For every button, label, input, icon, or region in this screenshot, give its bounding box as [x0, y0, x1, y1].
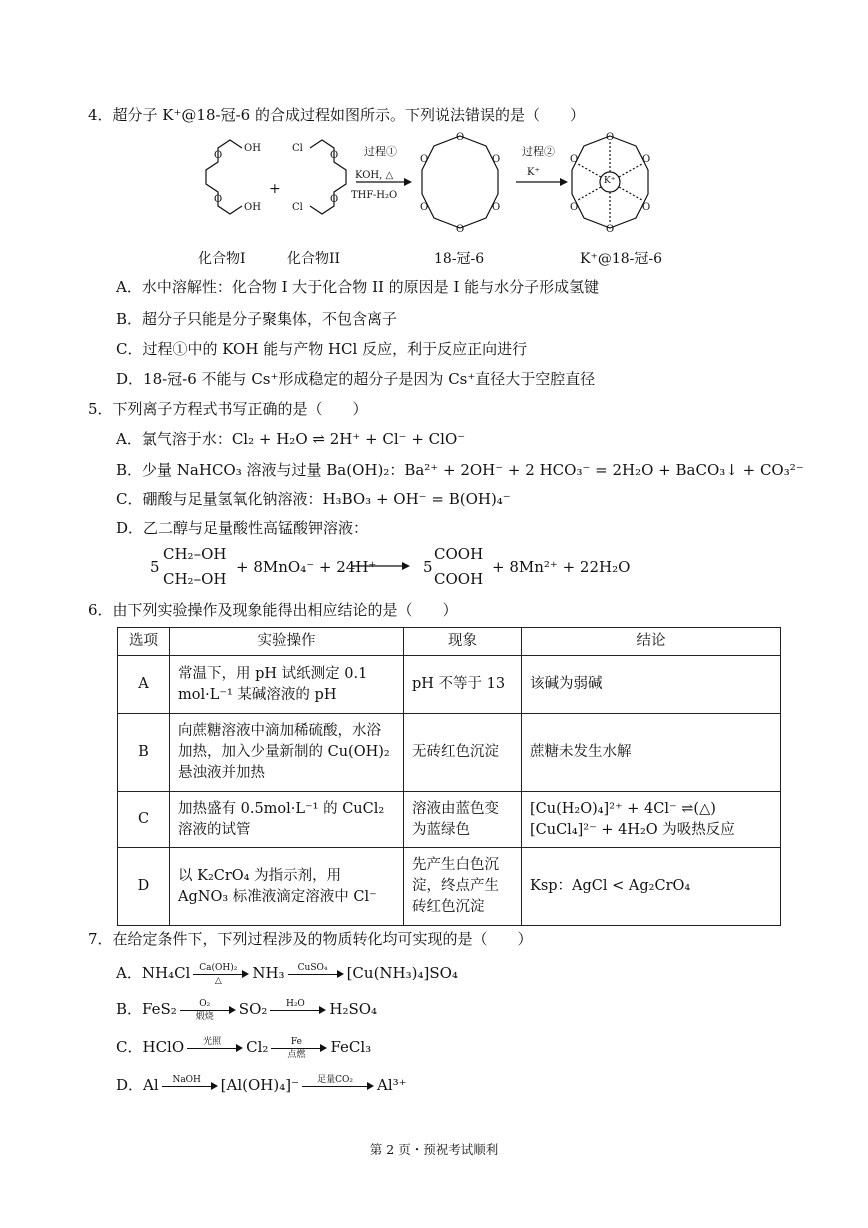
table-cell: 溶液由蓝色变为蓝绿色 — [404, 792, 522, 848]
table-cell: 先产生白色沉淀，终点产生砖红色沉淀 — [404, 848, 522, 926]
table-header-cell: 现象 — [404, 628, 522, 656]
q7-option-c: C．HClO 光照 Cl₂ Fe 点燃 FeCl₃ — [116, 1037, 372, 1060]
q7-option-d: D．Al NaOH [Al(OH)₄]⁻ 足量CO₂ Al³⁺ — [116, 1075, 407, 1094]
svg-text:O: O — [456, 132, 465, 143]
table-cell: B — [118, 714, 170, 792]
process1-condition-bottom: THF-H₂O — [351, 190, 398, 201]
table-row — [118, 656, 781, 714]
process1-label: 过程① — [364, 145, 397, 158]
table-cell: [Cu(H₂O)₄]²⁺ + 4Cl⁻ ⇌(△) [CuCl₄]²⁻ + 4H₂O 为吸热反应 — [522, 792, 781, 848]
table-row — [118, 792, 781, 848]
q4-option-b: B．超分子只能是分子聚集体，不包含离子 — [116, 310, 398, 328]
svg-text:O: O — [420, 154, 429, 165]
conversion-arrow: Fe 点燃 — [271, 1039, 327, 1057]
q5-option-c: C．硼酸与足量氢氧化钠溶液：H₃BO₃ + OH⁻ = B(OH)₄⁻ — [116, 490, 511, 508]
conversion-arrow: H₂O — [270, 1001, 326, 1019]
table-row — [118, 848, 781, 926]
table-cell: 无砖红色沉淀 — [404, 714, 522, 792]
table-header-cell: 实验操作 — [170, 628, 404, 656]
svg-text:O: O — [606, 132, 615, 143]
svg-text:O: O — [642, 154, 651, 165]
q4-option-d: D．18-冠-6 不能与 Cs⁺形成稳定的超分子是因为 Cs⁺直径大于空腔直径 — [116, 370, 596, 388]
table-cell: 加热盛有 0.5mol·L⁻¹ 的 CuCl₂ 溶液的试管 — [170, 792, 404, 848]
table-cell: 常温下，用 pH 试纸测定 0.1 mol·L⁻¹ 某碱溶液的 pH — [170, 656, 404, 714]
svg-text:O: O — [330, 194, 339, 205]
table-cell: 该碱为弱碱 — [522, 656, 781, 714]
table-row — [118, 714, 781, 792]
q6-experiment-table — [117, 627, 781, 926]
table-cell: pH 不等于 13 — [404, 656, 522, 714]
table-cell: 向蔗糖溶液中滴加稀硫酸，水浴加热，加入少量新制的 Cu(OH)₂ 悬浊液并加热 — [170, 714, 404, 792]
crown-label: 18-冠-6 — [434, 251, 485, 267]
svg-text:OH: OH — [244, 202, 261, 213]
table-cell: 蔗糖未发生水解 — [522, 714, 781, 792]
q5-option-b: B．少量 NaHCO₃ 溶液与过量 Ba(OH)₂：Ba²⁺ + 2OH⁻ + 2 HCO₃⁻ = 2H₂O + BaCO₃↓ + CO₃²⁻ — [116, 461, 804, 479]
conversion-arrow: CuSO₄ — [288, 965, 344, 983]
svg-text:O: O — [492, 202, 501, 213]
table-cell: 以 K₂CrO₄ 为指示剂，用 AgNO₃ 标准液滴定溶液中 Cl⁻ — [170, 848, 404, 926]
svg-text:O: O — [606, 224, 615, 235]
table-cell: A — [118, 656, 170, 714]
process1-condition-top: KOH, △ — [355, 170, 394, 181]
table-header-row — [118, 628, 781, 656]
q7-option-b: B．FeS₂ O₂ 煅烧 SO₂ H₂O H₂SO₄ — [116, 999, 378, 1022]
q5-stem: 5．下列离子方程式书写正确的是（ ） — [88, 400, 368, 418]
page-footer: 第 2 页・预祝考试顺利 — [369, 1142, 499, 1157]
svg-text:O: O — [492, 154, 501, 165]
svg-text:OH: OH — [244, 143, 261, 154]
compound2-label: 化合物II — [287, 251, 341, 267]
q5-option-d: D．乙二醇与足量酸性高锰酸钾溶液： — [116, 519, 369, 537]
table-cell: D — [118, 848, 170, 926]
conversion-arrow: 光照 — [187, 1039, 243, 1057]
q4-option-a: A．水中溶解性：化合物 I 大于化合物 II 的原因是 I 能与水分子形成氢键 — [116, 278, 600, 296]
q7-stem: 7．在给定条件下，下列过程涉及的物质转化均可实现的是（ ） — [88, 930, 533, 948]
reaction-arrow — [352, 560, 412, 572]
svg-text:O: O — [570, 202, 579, 213]
complex-label: K⁺@18-冠-6 — [580, 251, 663, 267]
table-header-cell: 选项 — [118, 628, 170, 656]
svg-text:O: O — [420, 202, 429, 213]
q5-option-a: A．氯气溶于水：Cl₂ + H₂O ⇌ 2H⁺ + Cl⁻ + ClO⁻ — [116, 430, 466, 448]
q7-option-a: A．NH₄Cl Ca(OH)₂ △ NH₃ CuSO₄ [Cu(NH₃)₄]SO₄ — [116, 963, 458, 986]
conversion-arrow: NaOH — [162, 1077, 218, 1095]
compound1-label: 化合物I — [198, 251, 246, 267]
plus-sign: + — [269, 181, 281, 197]
q6-stem: 6．由下列实验操作及现象能得出相应结论的是（ ） — [88, 601, 458, 619]
table-cell: Ksp：AgCl < Ag₂CrO₄ — [522, 848, 781, 926]
svg-text:O: O — [642, 202, 651, 213]
svg-text:O: O — [570, 154, 579, 165]
svg-text:Cl: Cl — [292, 202, 303, 213]
process2-label: 过程② — [522, 145, 555, 158]
q4-stem: 4．超分子 K⁺@18-冠-6 的合成过程如图所示。下列说法错误的是（ ） — [88, 106, 585, 124]
svg-text:O: O — [330, 150, 339, 161]
svg-text:Cl: Cl — [292, 143, 303, 154]
process2-condition: K⁺ — [527, 167, 540, 178]
svg-text:O: O — [214, 194, 223, 205]
svg-text:O: O — [456, 224, 465, 235]
svg-text:O: O — [214, 150, 223, 161]
conversion-arrow: O₂ 煅烧 — [180, 1001, 236, 1019]
conversion-arrow: 足量CO₂ — [302, 1077, 374, 1095]
k-ion-label: K⁺ — [604, 176, 616, 186]
conversion-arrow: Ca(OH)₂ △ — [193, 965, 249, 983]
table-cell: C — [118, 792, 170, 848]
q4-option-c: C．过程①中的 KOH 能与产物 HCl 反应，利于反应正向进行 — [116, 340, 528, 358]
table-header-cell: 结论 — [522, 628, 781, 656]
